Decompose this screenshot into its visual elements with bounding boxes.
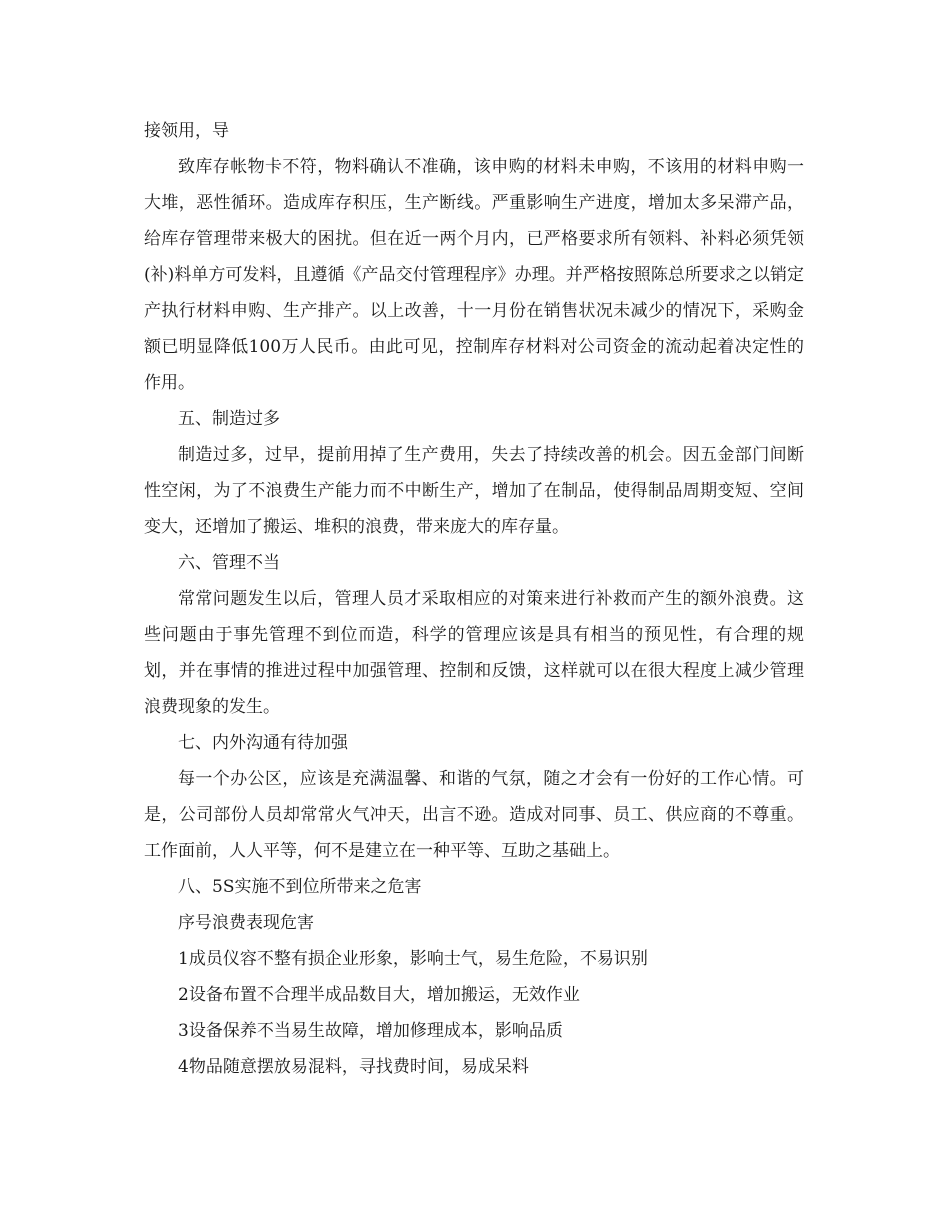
paragraph-communication: 每一个办公区，应该是充满温馨、和谐的气氛，随之才会有一份好的工作心情。可是，公司部份人员却常常火气冲天，出言不逊。造成对同事、员工、供应商的不尊重。工作面前，人人平等，何不是建立在一种平等、互助之基础上。 [144, 769, 804, 861]
paragraph-overproduction: 制造过多，过早，提前用掉了生产费用，失去了持续改善的机会。因五金部门间断性空闲，为了不浪费生产能力而不中断生产，增加了在制品，使得制品周期变短、空间变大，还增加了搬运、堆积的浪费，带来庞大的库存量。 [144, 445, 804, 537]
section-heading-5: 五、制造过多 [178, 409, 280, 429]
section-heading-8: 八、5S实施不到位所带来之危害 [178, 877, 422, 897]
paragraph-inventory: 致库存帐物卡不符，物料确认不准确，该申购的材料未申购，不该用的材料申购一大堆，恶性循环。造成库存积压，生产断线。严重影响生产进度，增加太多呆滞产品，给库存管理带来极大的困扰。但在近一两个月内，已严格要求所有领料、补料必须凭领(补)料单方可发料，且遵循《产品交付管理程序》办理。并严格按照陈总所要求之以销定产执行材料申购、生产排产。以上改善，十一月份在销售状况未减少的情况下，采购金额已明显降低100万人民币。由此可见，控制库存材料对公司资金的流动起着决定性的作用。 [144, 157, 804, 393]
list-item: 4物品随意摆放易混料，寻找费时间，易成呆料 [178, 1057, 529, 1077]
list-item: 2设备布置不合理半成品数目大，增加搬运，无效作业 [178, 985, 580, 1005]
paragraph-management: 常常问题发生以后，管理人员才采取相应的对策来进行补救而产生的额外浪费。这些问题由于事先管理不到位而造，科学的管理应该是具有相当的预见性，有合理的规划，并在事情的推进过程中加强管理、控制和反馈，这样就可以在很大程度上减少管理浪费现象的发生。 [144, 589, 804, 717]
list-item: 3设备保养不当易生故障，增加修理成本，影响品质 [178, 1021, 563, 1041]
section-heading-6: 六、管理不当 [178, 553, 280, 573]
table-header: 序号浪费表现危害 [178, 913, 314, 933]
list-item: 1成员仪容不整有损企业形象，影响士气，易生危险，不易识别 [178, 949, 648, 969]
section-heading-7: 七、内外沟通有待加强 [178, 733, 348, 753]
document-page [144, 113, 804, 1085]
intro-line: 接领用，导 [144, 121, 229, 141]
